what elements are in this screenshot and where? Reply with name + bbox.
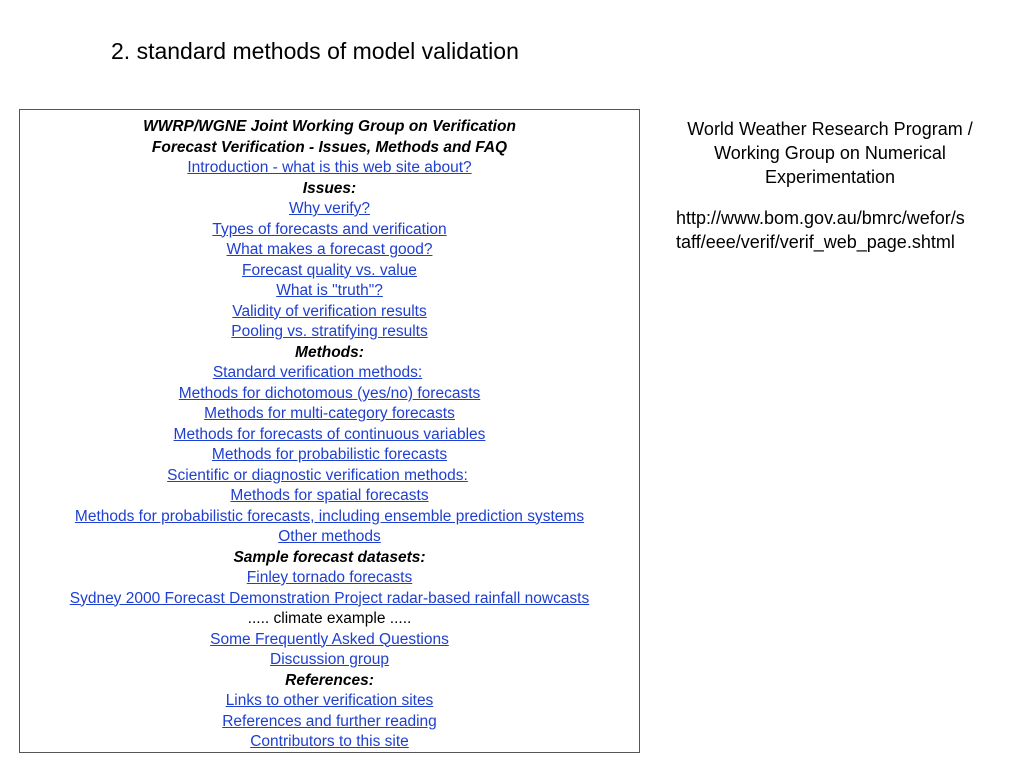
other-sites-link[interactable]: Links to other verification sites <box>225 692 434 709</box>
slide-title: 2. standard methods of model validation <box>111 38 519 64</box>
caption-line: World Weather Research Program / <box>687 119 973 139</box>
sydney-2000-link[interactable]: Sydney 2000 Forecast Demonstration Project radar-based rainfall nowcasts <box>69 589 590 607</box>
continuous-methods-link[interactable]: Methods for forecasts of continuous variables <box>173 425 486 443</box>
forecast-good-link[interactable]: What makes a forecast good? <box>226 241 433 258</box>
references-label: References: <box>285 671 374 689</box>
pooling-link[interactable]: Pooling vs. stratifying results <box>231 323 428 340</box>
finley-link[interactable]: Finley tornado forecasts <box>246 569 413 586</box>
validity-link[interactable]: Validity of verification results <box>232 302 427 320</box>
why-verify-link[interactable]: Why verify? <box>289 200 370 217</box>
dichotomous-methods-link[interactable]: Methods for dichotomous (yes/no) forecasts <box>178 384 481 402</box>
what-is-truth-link[interactable]: What is "truth"? <box>276 282 383 299</box>
site-contents <box>20 117 639 753</box>
methods-label: Methods: <box>295 343 364 361</box>
types-of-forecasts-link[interactable]: Types of forecasts and verification <box>212 220 447 238</box>
discussion-group-link[interactable]: Discussion group <box>270 651 389 668</box>
intro-link[interactable]: Introduction - what is this web site about? <box>187 159 472 176</box>
faq-link[interactable]: Some Frequently Asked Questions <box>210 630 449 648</box>
scientific-methods-link[interactable]: Scientific or diagnostic verification methods: <box>167 466 468 484</box>
spatial-methods-link[interactable]: Methods for spatial forecasts <box>230 487 429 504</box>
multi-category-methods-link[interactable]: Methods for multi-category forecasts <box>204 405 455 422</box>
url-line: taff/eee/verif/verif_web_page.shtml <box>676 232 955 252</box>
probabilistic-methods-link[interactable]: Methods for probabilistic forecasts <box>211 446 448 463</box>
ensemble-methods-link[interactable]: Methods for probabilistic forecasts, including ensemble prediction systems <box>74 507 585 525</box>
site-heading-group: WWRP/WGNE Joint Working Group on Verification <box>143 118 516 135</box>
site-heading-title: Forecast Verification - Issues, Methods and FAQ <box>151 138 508 156</box>
other-methods-link[interactable]: Other methods <box>278 528 381 545</box>
datasets-label: Sample forecast datasets: <box>233 548 426 566</box>
contributors-link[interactable]: Contributors to this site <box>250 733 409 750</box>
standard-methods-link[interactable]: Standard verification methods: <box>212 364 423 381</box>
caption-line: Working Group on Numerical <box>714 143 946 163</box>
program-caption <box>664 117 996 189</box>
source-url <box>676 206 965 254</box>
climate-example-text: ..... climate example ..... <box>247 610 412 627</box>
url-line: http://www.bom.gov.au/bmrc/wefor/s <box>676 208 965 228</box>
verification-site-box <box>19 109 640 753</box>
caption-line: Experimentation <box>764 167 896 187</box>
further-reading-link[interactable]: References and further reading <box>222 712 437 730</box>
quality-vs-value-link[interactable]: Forecast quality vs. value <box>242 261 417 279</box>
issues-label: Issues: <box>302 179 357 197</box>
